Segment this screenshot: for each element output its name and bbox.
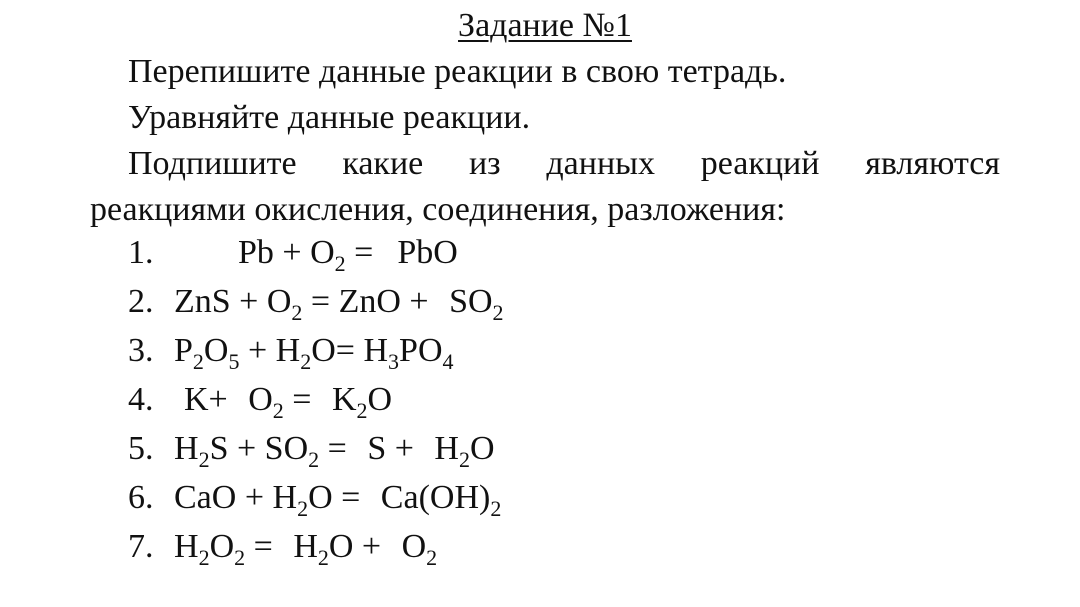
instruction-label-continued: реакциями окисления, соединения, разложения: [90, 191, 786, 228]
reaction-equation: $H_2S + SO_2 = S + H_2O$ [174, 430, 495, 472]
reaction-equation: CaO + $H_2O = Ca(OH)_2$ [174, 479, 502, 521]
reaction-number: 7. [128, 528, 154, 565]
reaction-number: 1. [128, 234, 154, 271]
reaction-1 [128, 233, 458, 276]
reaction-6 [128, 478, 502, 521]
reaction-2 [128, 282, 504, 325]
reaction-number: 3. [128, 332, 154, 369]
reaction-number: 2. [128, 283, 154, 320]
reaction-equation: $H_2O_2 = H_2O + O_2$ [174, 528, 438, 570]
reaction-equation: $K+ O_2 = K_2O$ [184, 381, 393, 423]
reaction-number: 4. [128, 381, 154, 418]
reaction-equation: $P_2O_5 + H_2O= H_3PO_4$ [174, 332, 454, 374]
reaction-number: 6. [128, 479, 154, 516]
reaction-equation: ZnS + $O_2$ = ZnO + $SO_2$ [174, 283, 504, 325]
reaction-equation: $Pb + O_2$ = PbO [238, 234, 458, 276]
page-title: Задание №1 [458, 7, 632, 44]
reaction-7 [128, 527, 438, 570]
reaction-4 [128, 380, 393, 423]
reaction-number: 5. [128, 430, 154, 467]
instruction-rewrite: Перепишите данные реакции в свою тетрадь. [128, 53, 787, 90]
instruction-label: Подпишите какие из данных реакций являются [128, 145, 1000, 182]
instruction-balance: Уравняйте данные реакции. [128, 99, 531, 136]
reaction-3 [128, 331, 454, 374]
reaction-5 [128, 429, 495, 472]
